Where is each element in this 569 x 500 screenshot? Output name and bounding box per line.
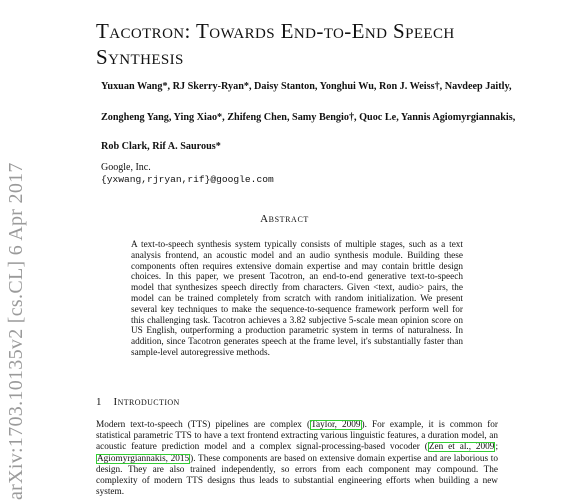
citation-link[interactable]: Taylor, 2009 xyxy=(311,420,361,430)
introduction-paragraph xyxy=(96,420,498,498)
author-line-3: Rob Clark, Rif A. Saurous* xyxy=(101,141,221,152)
section-number: 1 xyxy=(96,396,102,408)
abstract-text: A text-to-speech synthesis system typically consists of multiple stages, such as a text analysis frontend, an acoustic model and an audio synthesis module. Building these components often requires extensive domain expertise and may contain brittle design choices. In this paper, we present Tacotron, an end-to-end generative text-to-speech model that synthesizes speech directly from characters. Given <text, audio> pairs, the model can be trained completely from scratch with random initialization. We present several key techniques to make the sequence-to-sequence framework perform well for this challenging task. Tacotron achieves a 3.82 subjective 5-scale mean opinion score on US English, outperforming a production parametric system in terms of naturalness. In addition, since Tacotron generates speech at the frame level, it's substantially faster than sample-level autoregressive methods. xyxy=(131,240,463,358)
arxiv-stamp: arXiv:1703.10135v2 [cs.CL] 6 Apr 2017 xyxy=(5,162,27,500)
intro-text-1: Modern text-to-speech (TTS) pipelines are complex ( xyxy=(96,420,311,430)
paper-title: Tacotron: Towards End-to-End Speech Synthesis xyxy=(96,19,455,69)
section-title: Introduction xyxy=(113,396,180,408)
citation-link[interactable]: Zen et al., 2009 xyxy=(428,442,495,453)
intro-text-3: ; xyxy=(495,442,499,453)
intro-text-2: ). For example, it is common for statistical parametric TTS to have a text frontend extracting various linguistic features, a duration model, an acoustic feature prediction model and a complex signal-processing-based vocoder ( xyxy=(96,420,499,453)
citation-link[interactable]: Agiomyrgiannakis, 2015 xyxy=(97,453,190,464)
affiliation: Google, Inc. xyxy=(101,162,151,173)
author-email: {yxwang,rjryan,rif}@google.com xyxy=(101,174,274,185)
abstract-heading: Abstract xyxy=(260,213,309,225)
author-line-2: Zongheng Yang, Ying Xiao*, Zhifeng Chen, Samy Bengio†, Quoc Le, Yannis Agiomyrgiannakis, xyxy=(101,112,516,123)
author-line-1: Yuxuan Wang*, RJ Skerry-Ryan*, Daisy Stanton, Yonghui Wu, Ron J. Weiss†, Navdeep Jaitly, xyxy=(101,81,512,92)
intro-text-4: ). These components are based on extensive domain expertise and are laborious to design. They are also trained independently, so errors from each component may compound. The complexity of modern TTS designs thus leads to substantial engineering efforts when building a new system. xyxy=(96,453,498,498)
section-heading xyxy=(96,396,180,408)
